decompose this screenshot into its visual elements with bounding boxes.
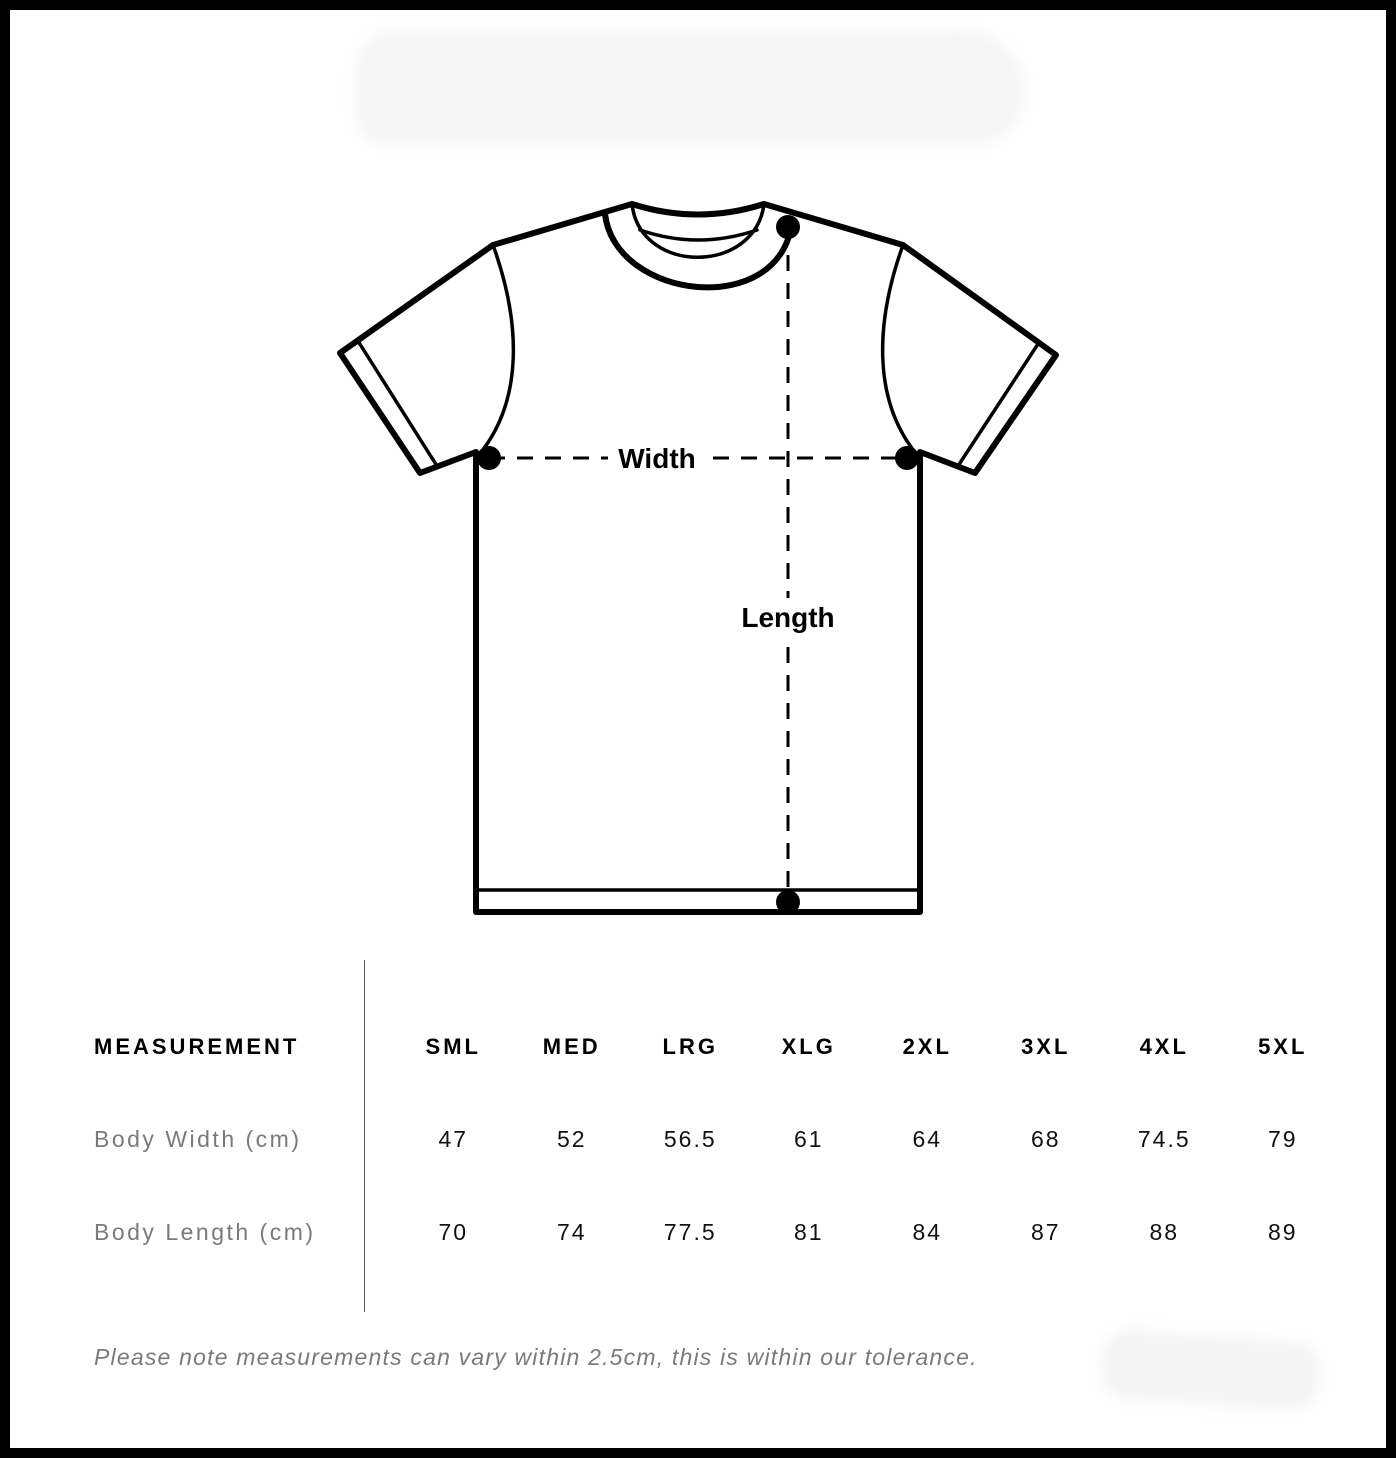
table-cell: 87 — [1030, 1219, 1061, 1245]
table-cell: 74.5 — [1137, 1126, 1191, 1152]
size-header: MED — [542, 1033, 601, 1059]
right-sleeve-cuff — [958, 344, 1038, 466]
size-header: LRG — [662, 1033, 718, 1059]
size-chart-table — [94, 1000, 1342, 1279]
table-cell: 89 — [1267, 1219, 1298, 1245]
row-label-body-width: Body Width (cm) — [94, 1126, 302, 1152]
table-cell: 52 — [556, 1126, 587, 1152]
width-left-point — [477, 446, 501, 470]
left-sleeve-seam — [478, 245, 513, 456]
collar-band — [605, 214, 792, 287]
table-cell: 47 — [438, 1126, 469, 1152]
table-cell: 70 — [438, 1219, 469, 1245]
size-header: XLG — [781, 1033, 836, 1059]
length-top-point — [776, 215, 800, 239]
table-cell: 77.5 — [663, 1219, 717, 1245]
table-header-row — [94, 1000, 1342, 1093]
width-label: Width — [618, 443, 696, 474]
length-label: Length — [741, 602, 835, 633]
length-bottom-point — [776, 890, 800, 914]
row-label-body-length: Body Length (cm) — [94, 1219, 316, 1245]
width-right-point — [895, 446, 919, 470]
table-cell: 64 — [912, 1126, 943, 1152]
measurement-header: MEASUREMENT — [94, 1033, 300, 1059]
size-header: 4XL — [1139, 1033, 1189, 1059]
size-header: SML — [425, 1033, 481, 1059]
table-cell: 88 — [1149, 1219, 1180, 1245]
size-header: 3XL — [1021, 1033, 1071, 1059]
left-sleeve-cuff — [358, 341, 437, 466]
table-cell: 79 — [1267, 1126, 1298, 1152]
size-header: 2XL — [902, 1033, 952, 1059]
table-cell: 74 — [556, 1219, 587, 1245]
table-cell: 61 — [793, 1126, 824, 1152]
collar-inner-line — [640, 230, 757, 240]
table-row — [94, 1093, 1342, 1186]
right-sleeve-seam — [883, 245, 918, 456]
table-cell: 68 — [1030, 1126, 1061, 1152]
collar-outer — [632, 204, 764, 215]
table-cell: 81 — [793, 1219, 824, 1245]
size-header: 5XL — [1258, 1033, 1308, 1059]
tshirt-outline — [340, 204, 1056, 912]
table-cell: 56.5 — [663, 1126, 717, 1152]
table-cell: 84 — [912, 1219, 943, 1245]
table-row — [94, 1186, 1342, 1279]
tolerance-note: Please note measurements can vary within 2.5cm, this is within our tolerance. — [94, 1344, 978, 1370]
